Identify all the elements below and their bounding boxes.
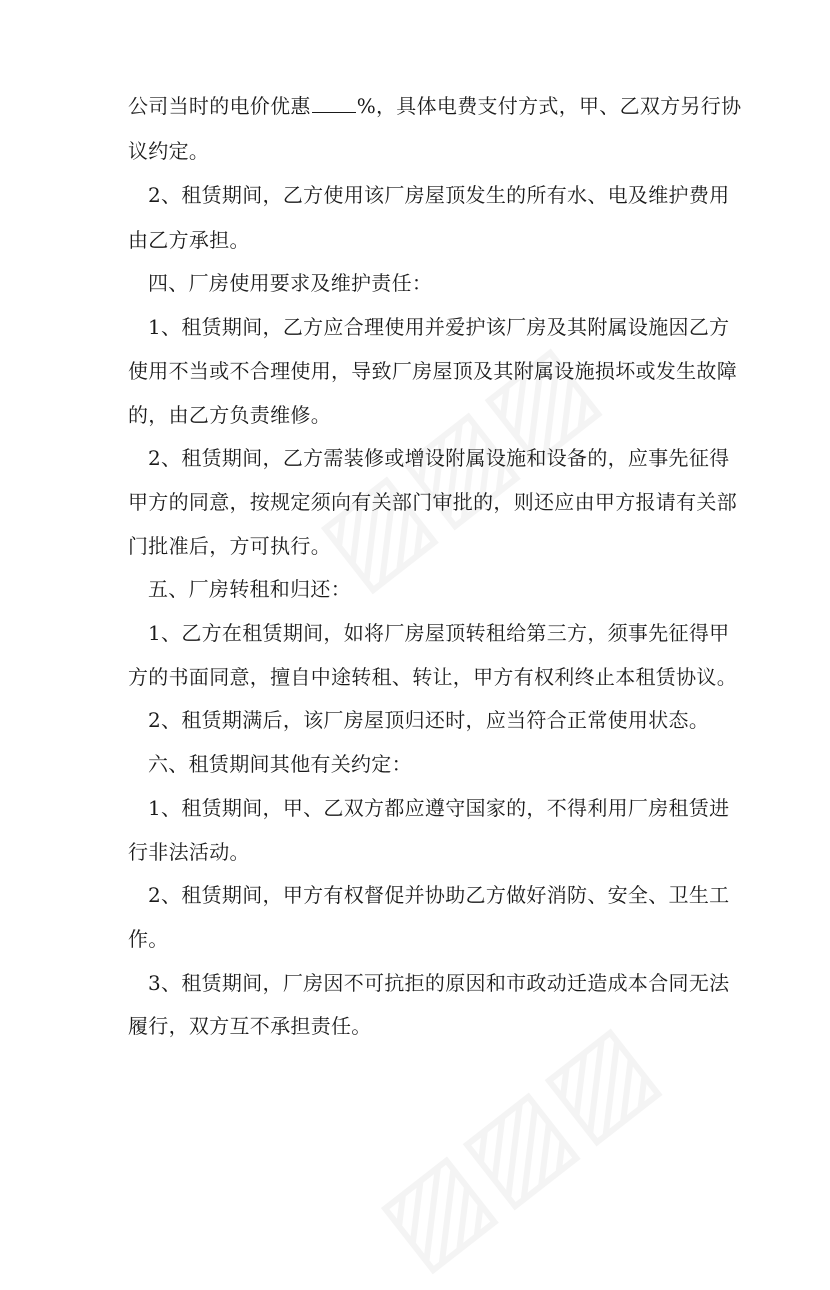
text-line: 议约定。 xyxy=(128,139,210,163)
text-line: 履行，双方互不承担责任。 xyxy=(128,1014,372,1038)
text-line: 3、租赁期间，厂房因不可抗拒的原因和市政动迁造成本合同无法 xyxy=(148,971,730,995)
section-heading: 六、租赁期间其他有关约定： xyxy=(148,752,412,776)
text-line: 行非法活动。 xyxy=(128,840,250,864)
text-line: 甲方的同意，按规定须向有关部门审批的，则还应由甲方报请有关部 xyxy=(128,490,737,514)
watermark xyxy=(354,998,679,1290)
text-line: 使用不当或不合理使用，导致厂房屋顶及其附属设施损坏或发生故障 xyxy=(128,359,737,383)
text-line: 1、租赁期间，乙方应合理使用并爱护该厂房及其附属设施因乙方 xyxy=(148,315,730,339)
text-line: 2、租赁期满后，该厂房屋顶归还时，应当符合正常使用状态。 xyxy=(148,708,710,732)
text-line: 方的书面同意，擅自中途转租、转让，甲方有权利终止本租赁协议。 xyxy=(128,665,737,689)
text-line: 的，由乙方负责维修。 xyxy=(128,403,331,427)
text-line: 由乙方承担。 xyxy=(128,228,250,252)
text-line: 1、租赁期间，甲、乙双方都应遵守国家的，不得利用厂房租赁进 xyxy=(148,796,730,820)
section-heading: 四、厂房使用要求及维护责任： xyxy=(148,271,433,295)
text-segment: %，具体电费支付方式，甲、乙双方另行协 xyxy=(356,94,742,118)
text-line: 1、乙方在租赁期间，如将厂房屋顶转租给第三方，须事先征得甲 xyxy=(148,621,730,645)
text-line: 作。 xyxy=(128,927,169,951)
text-line: 2、租赁期间，乙方使用该厂房屋顶发生的所有水、电及维护费用 xyxy=(148,183,730,207)
text-segment: 公司当时的电价优惠 xyxy=(128,94,311,118)
text-line: 2、租赁期间，乙方需装修或增设附属设施和设备的，应事先征得 xyxy=(148,446,730,470)
fill-in-blank xyxy=(312,94,356,113)
text-line xyxy=(128,94,741,118)
text-line: 门批准后，方可执行。 xyxy=(128,534,331,558)
section-heading: 五、厂房转租和归还： xyxy=(148,577,351,601)
text-line: 2、租赁期间，甲方有权督促并协助乙方做好消防、安全、卫生工 xyxy=(148,883,730,907)
